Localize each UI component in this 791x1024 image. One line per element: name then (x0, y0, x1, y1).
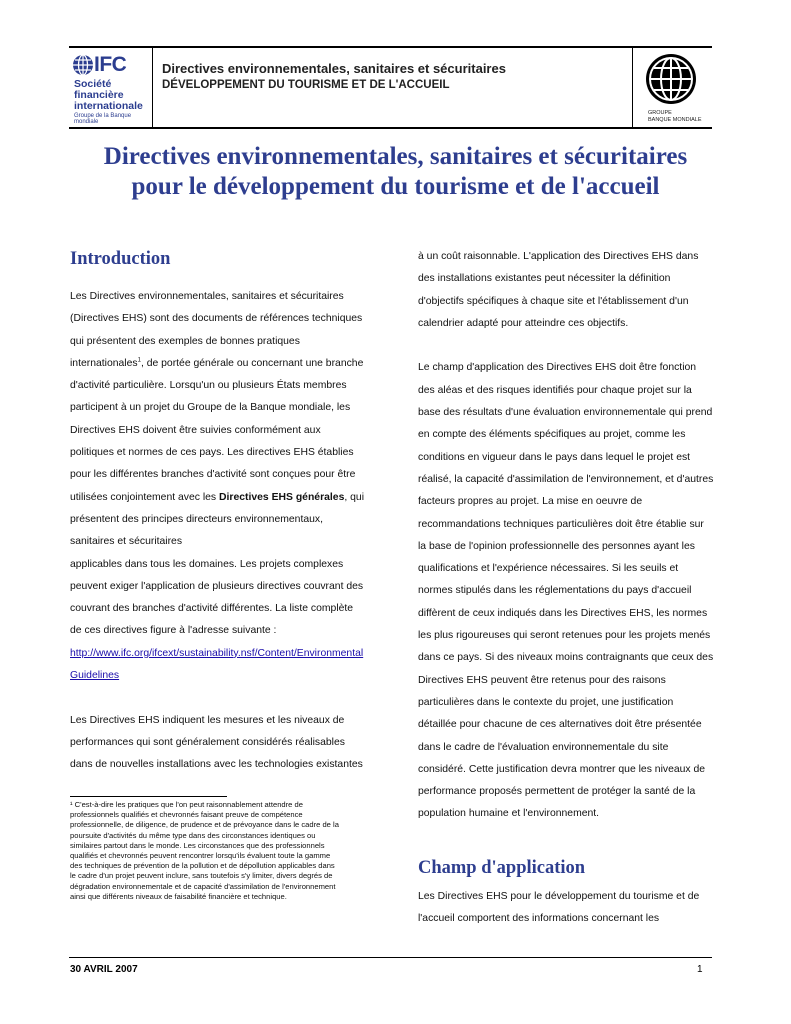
body-line: recommandations techniques particulières doit être établie sur (418, 518, 704, 530)
body-line: performances qui sont généralement considérés réalisables (70, 736, 345, 748)
world-bank-caption-line-1: GROUPE (648, 110, 672, 116)
ifc-logo-tagline: Groupe de la Banque mondiale (74, 113, 132, 125)
header-title: Directives environnementales, sanitaires et sécuritaires (162, 61, 506, 76)
body-line: politiques et normes de ces pays. Les directives EHS établies (70, 447, 354, 459)
body-text: , qui (344, 491, 364, 503)
introduction-heading: Introduction (70, 249, 171, 269)
body-line: dans ce pays. Si des niveaux moins contraignants que ceux des (418, 652, 714, 664)
body-line: détaillée pour chacune de ces alternatives doit être présentée (418, 719, 702, 731)
body-line: réalisé, la capacité d'assimilation de l'environnement, et d'autres (418, 473, 714, 485)
guidelines-link-continued[interactable]: Guidelines (70, 670, 120, 682)
right-column (418, 246, 728, 826)
header-subtitle: DÉVELOPPEMENT DU TOURISME ET DE L'ACCUEIL (162, 79, 450, 91)
body-line: d'activité particulière. Lorsqu'un ou plusieurs États membres (70, 380, 347, 392)
paragraph-spacer (70, 687, 375, 709)
footnote (70, 800, 370, 902)
body-line: Les Directives EHS indiquent les mesures et les niveaux de (70, 714, 345, 726)
document-title-line-2: pour le développement du tourisme et de l'accueil (131, 173, 660, 200)
ifc-logo-line-2: financière (74, 89, 124, 101)
ifc-logo-line-3: internationale (74, 100, 143, 112)
body-text: , de portée générale ou concernant une branche (140, 357, 364, 369)
body-line: considéré. Cette justification devra montrer que les niveaux de (418, 763, 706, 775)
document-title-line-1: Directives environnementales, sanitaires et sécuritaires (103, 143, 688, 170)
ifc-logo-line-1: Société (74, 78, 112, 90)
body-line: couvrant des branches d'activité différentes. La liste complète (70, 603, 354, 615)
header-bottom-rule (69, 127, 712, 129)
left-column (70, 286, 375, 777)
footnote-line: poursuite d'activités du même type dans des circonstances identiques ou (70, 830, 316, 840)
body-text: internationales (70, 357, 138, 369)
body-line: calendrier adapté pour atteindre ces objectifs. (418, 317, 629, 329)
scope-paragraph (418, 886, 728, 931)
globe-icon (72, 54, 94, 76)
footnote-line: professionnels qualifiés et chevronnés faisant preuve de compétence (70, 810, 303, 820)
body-line: à un coût raisonnable. L'application des Directives EHS dans (418, 251, 699, 262)
footnote-line: professionnelle, de diligence, de prudence et de prévoyance dans le cadre de la (70, 820, 339, 830)
body-line: Les Directives environnementales, sanitaires et sécuritaires (70, 291, 344, 302)
paragraph-spacer (418, 335, 728, 357)
body-text: utilisées conjointement avec les (70, 491, 220, 503)
footnote-line: ainsi que différents niveaux de faisabilité financière et technique. (70, 891, 287, 901)
body-line: sanitaires et sécuritaires (70, 536, 183, 548)
footer-date: 30 AVRIL 2007 (70, 964, 138, 975)
footnote-line: ¹ C'est-à-dire les pratiques que l'on peut raisonnablement attendre de (70, 800, 303, 809)
body-line (70, 353, 375, 375)
body-line: base des résultats d'une évaluation environnementale qui prend (418, 407, 713, 419)
body-line: peuvent exiger l'application de plusieurs directives couvrant des (70, 580, 364, 592)
body-line: pour les différentes branches d'activité sont conçues pour être (70, 469, 356, 481)
header-top-rule (69, 46, 712, 48)
body-line: qui présentent des exemples de bonnes pratiques (70, 335, 300, 347)
body-line: diffèrent de ceux indiqués dans les Directives EHS, les normes (418, 607, 708, 619)
body-line: des installations existantes peut nécessiter la définition (418, 273, 671, 285)
body-line: normes stipulés dans les réglementations du pays d'accueil (418, 585, 692, 597)
footer-rule (69, 957, 712, 958)
body-line: en compte des éléments spécifiques au projet, comme les (418, 429, 686, 441)
body-line: performance proposés permettent de protéger la santé de la (418, 786, 696, 798)
body-line: facteurs propres au projet. La mise en oeuvre de (418, 496, 643, 508)
world-bank-globe-icon (645, 53, 697, 105)
body-line: présentent des principes directeurs environnementaux, (70, 513, 323, 525)
footnote-line: des techniques de prévention de la pollution et de dépollution applicables dans (70, 861, 335, 871)
header-divider-left (152, 48, 153, 127)
footnote-line: le cadre d'un projet peuvent inclure, sans toutefois s'y limiter, divers degrés de (70, 871, 333, 881)
footnote-rule (70, 796, 227, 797)
document-title (40, 142, 751, 202)
body-line: conditions en vigueur dans le pays dans lequel le projet est (418, 451, 691, 463)
header-divider-right (632, 48, 633, 127)
world-bank-caption (648, 110, 701, 124)
footnote-line: qualifiés et chevronnés peuvent rencontrer lorsqu'ils évaluent toute la gamme (70, 851, 331, 861)
body-line: de ces directives figure à l'adresse suivante : (70, 625, 277, 637)
body-line: Les Directives EHS pour le développement du tourisme et de (418, 891, 700, 902)
body-line: qualifications et l'expérience nécessaires. Si les seuils et (418, 563, 679, 575)
scope-heading: Champ d'application (418, 858, 586, 878)
world-bank-caption-line-2: BANQUE MONDIALE (648, 117, 702, 123)
body-line: applicables dans tous les domaines. Les projets complexes (70, 558, 344, 570)
page-number: 1 (697, 964, 703, 975)
body-line: population humaine et l'environnement. (418, 808, 600, 820)
body-line: Directives EHS peuvent être retenus pour des raisons (418, 674, 666, 686)
ifc-logo (72, 53, 148, 125)
body-line (70, 487, 375, 509)
body-line: (Directives EHS) sont des documents de références techniques (70, 313, 363, 325)
body-line: d'objectifs spécifiques à chaque site et l'établissement d'un (418, 295, 689, 307)
body-line: dans de nouvelles installations avec les technologies existantes (70, 759, 363, 771)
body-line: particulières dans le contexte du projet, une justification (418, 696, 674, 708)
body-line: les plus rigoureuses qui seront retenues pour les projets menés (418, 630, 711, 642)
bold-term: Directives EHS générales (219, 491, 345, 503)
body-line: participent à un projet du Groupe de la Banque mondiale, les (70, 402, 351, 414)
body-line: la base de l'opinion professionnelle des personnes ayant les (418, 540, 695, 552)
footnote-line: dégradation environnementale et de capacité d'assimilation de l'environnement (70, 881, 336, 891)
body-line: Directives EHS doivent être suivies conformément aux (70, 424, 321, 436)
ifc-logo-word: IFC (94, 53, 127, 76)
body-line: dans le cadre de l'évaluation environnementale du site (418, 741, 669, 753)
footnote-reference[interactable]: 1 (137, 357, 141, 364)
body-line: l'accueil comportent des informations concernant les (418, 913, 660, 925)
body-line: des aléas et des risques identifiés pour chaque projet sur la (418, 384, 692, 396)
guidelines-link[interactable]: http://www.ifc.org/ifcext/sustainability.nsf/Content/Environmental (70, 647, 364, 659)
footnote-line: similaires partout dans le monde. Les circonstances que des professionnels (70, 840, 325, 850)
body-line: Le champ d'application des Directives EHS doit être fonction (418, 362, 697, 374)
